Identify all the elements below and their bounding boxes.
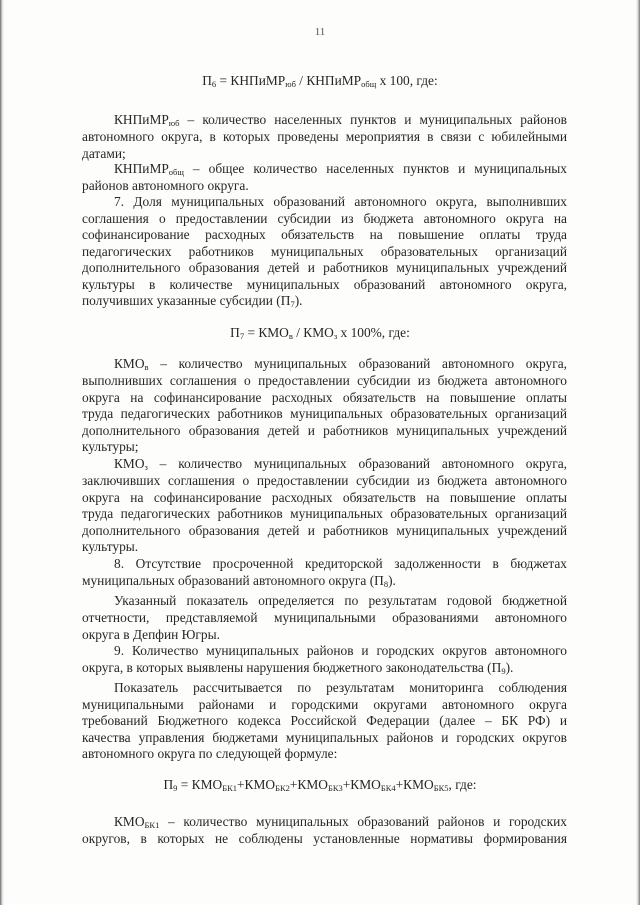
text-line: 9. Количество муниципальных районов и городских округов автономного [114, 643, 567, 658]
text-line: софинансирование расходных обязательств на повышение оплаты труда [82, 227, 567, 242]
text-line: получивших указанные субсидии $(П_7)$. [82, 293, 303, 309]
text-line: культуры. [82, 539, 139, 554]
text-line: качества управления бюджетами муниципальных районов и городских округов [82, 730, 567, 745]
text-line: дополнительного образования детей и работников муниципальных учреждений [82, 523, 567, 538]
formula-p9: $П_9 = КМО_{БК1}+КМО_{БК2}+КМО_{БК3}+КМО_{БК4}+КМО_{БК5}$, где: [163, 777, 477, 793]
formula-p7: $П_7 = КМО_в / КМО_з$ х 100%, где: [230, 325, 410, 341]
text-line: заключивших соглашения о предоставлении субсидии из бюджета автономного [82, 473, 567, 488]
formula-p6: $П_6$ = КНПиМР$_{юб}$ / КНПиМР$_{общ}$ х 100, где: [202, 73, 438, 89]
definition-knpimr-yub: КНПиМР$_{юб}$ – количество населенных пунктов и муниципальных районов [114, 112, 567, 128]
text-line: культуры в количестве муниципальных образований автономного округа, [82, 277, 567, 292]
text-line: округов, в которых не соблюдены установленные нормативы формирования [82, 831, 567, 846]
definition-kmo-bk1: $КМО_{БК1}$ – количество муниципальных образований районов и городских [114, 814, 567, 830]
definition-kmo-v: $КМО_в$ – количество муниципальных образований автономного округа, [114, 356, 567, 372]
text-line: дополнительного образования детей и работников муниципальных учреждений [82, 260, 567, 275]
text-line: культуры; [82, 439, 139, 454]
text-line: Показатель рассчитывается по результатам мониторинга соблюдения [114, 680, 567, 695]
text-line: Указанный показатель определяется по результатам годовой бюджетной [114, 593, 567, 608]
scan-edge-left [0, 0, 4, 905]
text-line: дополнительного образования детей и работников муниципальных учреждений [82, 423, 567, 438]
text-line: выполнивших соглашения о предоставлении субсидии из бюджета автономного [82, 373, 567, 388]
text-line: соглашения о предоставлении субсидии из бюджета автономного округа на [82, 211, 567, 226]
text-line: округа на софинансирование расходных обязательств на повышение оплаты [82, 390, 567, 405]
scan-edge-right [636, 0, 640, 905]
text-line: муниципальными районами и городскими округами автономного округа [82, 697, 567, 712]
text-line: муниципальных образований автономного округа $(П_8)$. [82, 573, 396, 589]
text-line: датами; [82, 146, 126, 161]
definition-knpimr-obsh: КНПиМР$_{общ}$ – общее количество населенных пунктов и муниципальных [114, 161, 567, 177]
text-line: округа в Депфин Югры. [82, 627, 220, 642]
text-line: округа на софинансирование расходных обязательств на повышение оплаты [82, 490, 567, 505]
text-line: автономного округа по следующей формуле: [82, 746, 338, 761]
text-line: отчетности, представляемой муниципальными образованиями автономного [82, 610, 567, 625]
text-line: 8. Отсутствие просроченной кредиторской задолженности в бюджетах [114, 556, 567, 571]
text-line: педагогических работников муниципальных образовательных организаций [82, 244, 567, 259]
page-number: 11 [314, 26, 326, 38]
definition-kmo-z: $КМО_з$ – количество муниципальных образований автономного округа, [114, 456, 567, 472]
text-line: районов автономного округа. [82, 178, 249, 193]
text-line: труда педагогических работников муниципальных образовательных организаций [82, 406, 567, 421]
text-line: округа, в которых выявлены нарушения бюджетного законодательства $(П_9)$. [82, 660, 514, 676]
text-line: труда педагогических работников муниципальных образовательных организаций [82, 506, 567, 521]
text-line: требований Бюджетного кодекса Российской Федерации (далее – БК РФ) и [82, 713, 567, 728]
text-line: автономного округа, в которых проведены мероприятия в связи с юбилейными [82, 129, 567, 144]
text-line: 7. Доля муниципальных образований автономного округа, выполнивших [114, 194, 567, 209]
